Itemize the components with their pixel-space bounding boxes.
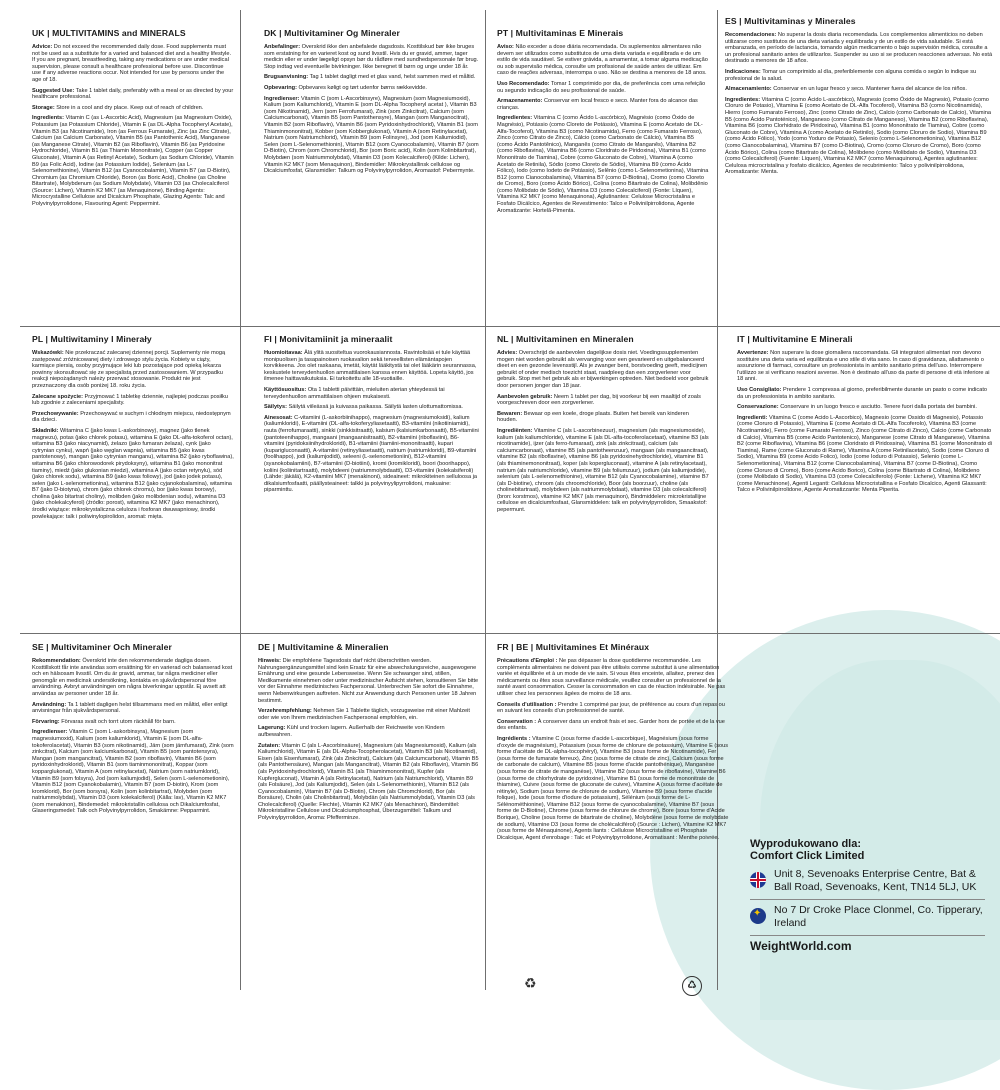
suggested-use-text: Uso Consigliato: Prendere 1 compressa al giorno, preferibilmente durante un pasto o come indicato da un professionista in ambito sanitario. bbox=[737, 386, 987, 400]
section-title: PT | Multivitaminas E Minerais bbox=[497, 28, 624, 38]
section-pt bbox=[497, 28, 709, 324]
ingredients-text: Ingrédients : Vitamine C (sous forme d'acide L-ascorbique), Magnésium (sous forme d'oxyde de magnésium), Potassium (sous forme de chlorure de potassium), Vitamine E (sous forme d'acétate de DL-alpha-tocophéryl), Vitamine B3 (sous forme de Nicotinamide), Fer (sous forme de fumarate ferreux), Zinc (sous forme de citrate de zinc), Calcium (sous forme de carbonate de calcium), Vitamine B5 (sous forme d'acide pantothénique), Manganèse (sous forme de citrate de manganèse), Vitamine B2 (sous forme de riboflavine), Vitamine B6 (sous forme de chlorhydrate de pyridoxine), Vitamine B1 (sous forme de mononitrate de thiamine), Cuivre (sous forme de gluconate de cuivre), Vitamine A (sous forme d'acétate de rétinyle), Sodium (sous forme de chlorure de sodium), Vitamine B9 (sous forme d'acide folique), Iode (sous forme d'iodure de potassium), Sélénium (sous forme de L-Sélénométhionine), Vitamine B12 (sous forme de cyanocobalamine), Vitamine B7 (sous forme de D-Biotine), Chrome (sous forme de chlorure de chrome), Bore (sous forme d'Acide Borique), Choline (sous forme de bitartrate de choline), Molybdène (sous forme de molybdate de sodium), Vitamine D3 (sous forme de cholécalciférol) (Source : Lichen), Vitamine K2 MK7 (sous forme de Ménaquinone), Agents liants : Cellulose Microcristalline et Phosphate Dicalcique, Agent d'enrobage : Talc et Polyvinylpyrrolidone, Aromatisant : Menthe poivrée. bbox=[497, 735, 729, 841]
ingredients-text: Ingredienser: Vitamin C (som L-Ascorbinsyre), Magnesium (som Magnesiumoxid), Kalium (som Kaliumchlorid), Vitamin E (som DL-Alpha Tocopheryl acetat ), Vitamin B3 (som Nikotinamid), Jern (som Ferrofumarat), Zink (som Zinkcitrat), Calcium (som Calciumcarbonat), Vitamin B5 (som Pantothensyre), Mangan (som Manganocitrat), Vitamin B2 (som Riboflavin), Vitamin B6 (som Pyridoxinhydrochlorid), Vitamin B1 (som Thiaminmononitrat), Kobber (som Kobberglukonat), Vitamin A (som Retinylacetat), Natrium (som Natriumchlorid), Vitamin B9 (som Folinsyre), Jod (som Kaliumiodid), Selen (som L-Selenomethionin), Vitamin B12 (som Cyanocobalamin), Vitamin B7 (som D-Biotin), Chrom (som Chromchlorid), Bor (som Boric acid), Kolin (som Kolinbitartrat), Molybdæn (som Natriummolybdat), Vitamin D3 (som Kolecalciferol) (Kilde: Lichen), Vitamin K2 MK7 (som Menaquinon), Bindemidler: Mikrokrystallinsk cellulose og Dicalciumfosfat, Glansmidler: Talkum og Polyvinylpyrrolidon, Aromastof: Pebermynte. bbox=[264, 95, 479, 175]
section-title: SE | Multivitaminer Och Mineraler bbox=[32, 642, 172, 652]
advice-text: Aviso: Não exceder a dose diária recomendada. Os suplementos alimentares não devem ser utilizados como substitutos de uma dieta variada e equilibrada e de um estilo de vida saudável. Se estiver grávida, a amamentar, a tomar alguma medicação ou sob supervisão médica, consulte um profissional de saúde antes de utilizar. Em caso de reações adversas, interrompa o uso. Não se destina a menores de 18 anos. bbox=[497, 44, 708, 77]
advice-text: Wskazówki: Nie przekraczać zalecanej dziennej porcji. Suplementy nie mogą zastępować zróżnicowanej diety i zdrowego stylu życia. Kobiety w ciąży, karmiące piersią, osoby przyjmujące leki lub pozostające pod opieką lekarza powinny skonsultować się ze specjalistą przed zastosowaniem. W przypadku reakcji niepożądanych należy przerwać stosowanie. Produkt nie jest przeznaczony dla osób poniżej 18. roku życia. bbox=[32, 350, 226, 389]
section-se bbox=[32, 642, 234, 992]
section-pl bbox=[32, 334, 234, 631]
manufacturer-info bbox=[750, 838, 995, 953]
suggested-use-text: Användning: Ta 1 tablett dagligen helst tillsammans med en måltid, eller enligt anvisningar från sjukvårdspersonal. bbox=[32, 701, 228, 715]
storage-text: Przechowywanie: Przechowywać w suchym i chłodnym miejscu, niedostępnym dla dzieci. bbox=[32, 410, 231, 424]
suggested-use-text: Indicaciones: Tomar un comprimido al día, preferiblemente con alguna comida o según lo indique su profesional de la salud. bbox=[725, 68, 977, 82]
section-title: DE | Multivitamine & Mineralien bbox=[258, 642, 389, 652]
advice-text: Rekommendation: Överskrid inte den rekommenderade dagliga dosen. Kosttillskott får inte användas som ersättning för en varierad och balanserad kost och en hälsosam livsstil. Om du är gravid, ammar, tar några mediciner eller genomgår en medicinsk undersökning, kontakta en sjukvårdspersonal före användning. Avbryt användningen om några biverkningar uppstår. Ej avsett att användas av personer under 18 år. bbox=[32, 658, 233, 697]
storage-text: Conservazione: Conservare in un luogo fresco e asciutto. Tenere fuori dalla portata dei bambini. bbox=[737, 404, 977, 411]
ingredients-text: Ingrediënten: Vitamine C (als L-ascorbinezuur), magnesium (als magnesiumoxide), kalium (als kaliumchloride), vitamine E (als DL-alfa-tocoferolacetaat), vitamine B3 (als nicotinamide), ijzer (als ferro-fumaraat), zink (als zinkcitraat), calcium (als calciumcarbonaat), vitamine B5 (als pantotheenzuur), mangaan (als mangaancitraat), vitamine B2 (als riboflavine), vitamine B6 (als pyridoxinehydrochloride), vitamine B1 (als thiaminemononitraat), koper (als kopergluconaat), vitamine A (als retinylacetaat), natrium (als natriumchloride), vitamine B9 (als foliumzuur), jodium (als kaliumjodide), selenium (als L-selenomethionine), vitamine B12 (als Cyanocobalamine), vitamine B7 (als D-biotine), chroom (als chroomchloride), Boor (als boorzuur), choline (als cholinebitartraat), molybdeen (als natriummolybdaat), vitamine D3 (als colecalciferol) (bron: korstmos), vitamine K2 MK7 (als menaquinon), Bindmiddelen: microkristallijne cellulose en dicalciumfosfaat, Glansmiddelen: talk en polyvinylpyrrolidon, Smaakstof: pepermunt. bbox=[497, 427, 709, 514]
uk-flag-icon bbox=[750, 872, 766, 888]
storage-text: Bewaren: Bewaar op een koele, droge plaats. Buiten het bereik van kinderen houden. bbox=[497, 410, 689, 424]
column-divider bbox=[485, 10, 486, 990]
ingredients-text: Składniki: Witamina C (jako kwas L-askorbinowy), magnez (jako tlenek magnezu), potas (jako chlorek potasu), witamina E (jako DL-alfa-tokoferol octan), witamina B3 (jako niacynamid), żelazo (jako fumaran żelaza), cynk (jako cytrynian cynku), wapń (jako węglan wapnia), witamina B5 (jako kwas pantotenowy), mangan (jako cytrynian manganu), witamina B2 (jako ryboflawina), witamina B6 (jako chlorowodorek pirydoksyny), witamina B1 (jako mononitrat tiaminy), miedź (jako glukonian miedzi), witamina A (jako octan retynylu), sód (jako chlorek sodu), witamina B9 (jako kwas foliowy), jod (jako jodek potasu), selen (jako L-selenometionina), witamina B12 (jako cyjanokobalamina), witamina B7 (jako D-biotyna), chrom (jako chlorek chromu), bor (jako kwas borowy), cholina (jako bitartrat choliny), molibden (jako molibdenian sodu), witamina D3 (jako cholekalcyferol) (źródło: porost), witamina K2 MK7 (jako menachinon), środki wiążące: mikrokrystaliczna celuloza i fosforan dwuwapniowy, środki powlekające: talk i poliwinylopirolidon, aromat: mięta. bbox=[32, 427, 234, 520]
section-title: UK | MULTIVITAMINS and MINERALS bbox=[32, 28, 186, 38]
row-divider bbox=[20, 326, 1000, 327]
ingredients-text: Ingredienser: Vitamin C (som L-askorbinsyra), Magnesium (som magnesiumoxid), Kalium (som kaliumklorid), Vitamin E (som DL-alfa-tokoferolacetat), Vitamin B3 (som nikotinamid), Järn (som järnfumarat), Zink (som zinkcitrat), Kalcium (som kalciumkarbonat), Vitamin B5 (som pantotensyra), Mangan (som mangancitrat), Vitamin B2 (som riboflavin), Vitamin B6 (som pyridoxinhydroklorid), Vitamin B1 (som tiaminmononitrat), Koppar (som kopparglukonat), Vitamin A (som retinylacetat), Natrium (som natriumklorid), Vitamin B9 (som folsyra), Jod (som kaliumjodid), Selen (som L-selenometionin), Vitamin B12 (som Cyanokobalamin), Vitamin B7 (som D-biotin), Krom (som kromklorid), Bor (som borsyra), Kolin (som kolinbitartrat), Molybden (som natriummolybdat), Vitamin D3 (som kolekalciferol) (Källa: lav), Vitamin K2 MK7 (som menakinon), Bindemedel: mikrokristallin cellulosa och Dikalciumfosfat, Glaseringsmedel: Talk och Polyvinylpyrrolidon, Smakämne: Pepparmint. bbox=[32, 729, 234, 815]
advice-text: Anbefalinger: Overskrid ikke den anbefalede dagsdosis. Kosttilskud bør ikke bruges som erstatning for en varieret kost og sund livsstil. Hvis du er gravid, ammer, tager medicin eller er under lægeligt opsyn bør du rådføre med sundhedspersonale før brug. Stop indtag ved eventuelle bivirkninger. Ikke beregnet til børn og unge under 18 år. bbox=[264, 44, 479, 70]
advice-text: Hinweis: Die empfohlene Tagesdosis darf nicht überschritten werden. Nahrungsergänzungsmittel sind kein Ersatz für eine abwechslungsreiche, ausgewogene Ernährung und eine gesunde Lebensweise. Wenn Sie schwanger sind, stillen, Medikamente einnehmen oder unter medizinischer Aufsicht stehen, konsultieren Sie bitte vor der Einnahme medizinisches Fachpersonal. Unterbrechen Sie sofort die Einnahme, wenn Nebenwirkungen auftreten. Nicht zur Anwendung durch Personen unter 18 Jahren bestimmt. bbox=[258, 658, 479, 704]
website-url: WeightWorld.com bbox=[750, 939, 852, 953]
suggested-use-text: Verzehrempfehlung: Nehmen Sie 1 Tablette täglich, vorzugsweise mit einer Mahlzeit oder wie von Ihrem medizinischen Fachpersonal empfohlen, ein. bbox=[258, 708, 470, 721]
storage-text: Förvaring: Förvaras svalt och torrt utom räckhåll för barn. bbox=[32, 718, 176, 725]
storage-text: Armazenamento: Conservar em local fresco e seco. Manter fora do alcance das crianças. bbox=[497, 98, 698, 111]
suggested-use-text: Conseils d'utilisation : Prendre 1 comprimé par jour, de préférence au cours d'un repas ou en suivant les conseils d'un professionnel de santé. bbox=[497, 701, 725, 715]
ingredients-text: Zutaten: Vitamin C (als L-Ascorbinsäure), Magnesium (als Magnesiumoxid), Kalium (als Kaliumchlorid), Vitamin E (als DL-Alpha-Tocopherolacetat), Vitamin B3 (als Nicotinamid), Eisen (als Eisenfumarat), Zink (als Zinkcitrat), Calcium (als Calciumcarbonat), Vitamin B5 (als Pantothensäure), Mangan (als Mangancitrat), Vitamin B2 (als Riboflavin), Vitamin B6 (als Pyridoxinhydrochlorid), Vitamin B1 (als Thiaminmononitrat), Kupfer (als Kupfergluconat), Vitamin A (als Retinylacetat), Natrium (als Natriumchlorid), Vitamin B9 (als Folsäure), Jod (als Kaliumjodid), Selen (als L-Selenomethionin), Vitamin B12 (als Cyanocobalamin), Vitamin B7 (als D-Biotin), Chrom (als Chromchlorid), Bor (als Borsäure), Cholin (als Cholinbitartrat), Molybdän (als Natriummolybdat), Vitamin D3 (als Cholecalciferol) (Quelle: Flechte), Vitamin K2 MK7 (als Menachinon), Bindemittel: Mikrokristalline Cellulose und Dicalciumphosphat, Überzugsmittel: Talkum und Polyvinylpyrrolidon, Aroma: Pfefferminze. bbox=[258, 742, 479, 822]
manufactured-for-label: Wyprodukowano dla: bbox=[750, 838, 862, 850]
ingredients-text: Ainesosat: C-vitamiini (L-askorbiinihappo), magnesium (magnesiumoksidi), kalium (kaliumkloridi), E-vitamiini (DL-alfa-tokoferyyliasetaatti), B3-vitamiini (nikotiiniamidi), rauta (ferrofumaraatti), sinkki (sinkkisitraatti), kalsium (kalsiumkarbonaatti), B5-vitamiini (pantoteenihappo), mangaani (mangaanisitraatti), B2-vitamiini (riboflaviini), B6-vitamiini (pyridoksiinihydrokloridi), B1-vitamiini (tiamiini-mononitraatti), kupari (kuparigluconaatti), A-vitamiini (retinyyliasetaatti), natrium (natriumkloridi), B9-vitamiini (foolihappo), jodi (kaliumjodidi), seleeni (L-selenometioniini), B12-vitamiini (syanokobalamiini), B7-vitamiini (D-biotiini), kromi (kromikloridi), boori (boorihappo), koliini (koliinitartraatti), molybdeeni (natriummolybdaatti), D3-vitamiini (kolekalsiferoli) (Lähde: jäkälä), K2-vitamiini MK7 (menakinoni), sideaineet: mikrokiteinen selluloosa ja dikalsiumfosfaatti, päällysteaineet: talkki ja polyvinyylipyrrolidoni, makuaine: piparminttu. bbox=[264, 414, 479, 494]
uk-address bbox=[750, 868, 995, 894]
section-title: FR | BE | Multivitamines Et Minéraux bbox=[497, 642, 650, 652]
recycle-icon: ♻ bbox=[524, 975, 537, 991]
storage-text: Storage: Store in a cool and dry place. Keep out of reach of children. bbox=[32, 104, 204, 111]
advice-text: Avvertenze: Non superare la dose giornaliera raccomandata. Gli integratori alimentari non devono sostituire una dieta varia ed equilibrata e uno stile di vita sano. In caso di gravidanza, allattamento o assunzione di farmaci, consultare un professionista in ambito sanitario prima dell'uso. Interrompere l'utilizzo se si verificano reazioni avverse. Non è destinato all'uso da parte di persone di età inferiore ai 18 anni. bbox=[737, 350, 990, 383]
suggested-use-text: Aanbevolen gebruik: Neem 1 tablet per dag, bij voorkeur bij een maaltijd of zoals voorgeschreven door een zorgverlener. bbox=[497, 393, 701, 407]
uk-address-text: Unit 8, Sevenoaks Enterprise Centre, Bat & Ball Road, Sevenoaks, Kent, TN14 5LJ, UK bbox=[774, 868, 977, 893]
suggested-use-text: Zalecane spożycie: Przyjmować 1 tabletkę dziennie, najlepiej podczas posiłku lub zgodnie z zaleceniami specjalisty. bbox=[32, 393, 228, 407]
column-divider bbox=[240, 10, 241, 990]
section-nl bbox=[497, 334, 709, 631]
ie-address-text: No 7 Dr Croke Place Clonmel, Co. Tipperary, Ireland bbox=[774, 904, 983, 929]
advice-text: Advies: Overschrijd de aanbevolen dagelijkse dosis niet. Voedingssupplementen mogen niet worden gebruikt als vervanging voor een gevarieerd en uitgebalanceerd dieet en een gezonde levensstijl. Als je zwanger bent, borstvoeding geeft, medicijnen gebruikt of onder medisch toezicht staat, raadpleeg dan een zorgverlener voor gebruik. Stop met het gebruik als er bijwerkingen optreden. Niet bedoeld voor gebruik door personen jonger dan 18 jaar. bbox=[497, 350, 709, 389]
ingredients-text: Ingredientes: Vitamina C (como Ácido L-ascórbico), Magnesio (como Óxido de Magnesio), Potasio (como Cloruro de Potasio), Vitamina E (como Acetato de DL-Alfa Tocoferol), Vitamina B3 (como Nicotinamida), Hierro (como Fumarato Ferroso), Zinc (como Citrato de Zinc), Calcio (como Carbonato de Calcio), Vitamina B5 (como Ácido Pantoténico), Manganeso (como Citrato de Manganeso), Vitamina B2 (como Riboflavina), Vitamina B6 (como Clorhidrato de Piridoxina), Vitamina B1 (como Mononitrato de Tiamina), Cobre (como Gluconato de Cobre), Vitamina A (como Acetato de Retinilo), Sodio (como Cloruro de Sodio), Vitamina B9 (como Ácido Fólico), Yodo (como Yoduro de Potasio), Selenio (como L-Selenometionina), Vitamina B12 (como Cianocobalamina), Vitamina B7 (como D-Biotina), Cromo (como Cloruro de Cromo), Boro (como Ácido Bórico), Colina (como Bitartrato de Colina), Molibdeno (como Molibdato de Sodio), Vitamina D3 (como Colecalciferol) (Fuente: Líquen), Vitamina K2 MK7 (como Menaquinona), Agentes aglutinantes: Celulosa microcristalina y fosfato dicálcico, Agentes de recubrimiento: Talco y polivinilpirrolidona, Aromatizante: Menta. bbox=[725, 96, 991, 176]
advice-text: Huomioitavaa: Älä ylitä suositeltua vuorokausiannosta. Ravintolisää ei tule käyttää monipuolisen ja tasapainoisen ruokavalion sekä terveellisten elämäntapojen korvikkeena. Jos olet raskaana, imetät, käytät lääkitystä tai olet lääkärin seurannassa, keskustele terveydenhuollon ammattilaisen kanssa ennen käyttöä. Lopeta käyttö, jos ilmenee haittavaikutuksia. Ei tarkoitettu alle 18-vuotiaille. bbox=[264, 350, 477, 383]
suggested-use-text: Käyttösuositus: Ota 1 tabletti päivittäin, mieluiten aterian yhteydessä tai terveydenhuollon ammattilaisen ohjeen mukaisesti. bbox=[264, 386, 445, 400]
ingredients-text: Ingredientes: Vitamina C (como Ácido L-ascórbico), Magnésio (como Óxido de Magnésio), Potássio (como Cloreto de Potássio), Vitamina E (como Acetato de DL-Alfa-Tocoferol), Vitamina B3 (como Nicotinamida), Ferro (como Fumarato Ferroso), Zinco (como Citrato de Zinco), Cálcio (como Carbonato de Cálcio), Vitamina B5 (como Ácido Pantotênico), Manganês (como Citrato de Manganês), Vitamina B2 (como Riboflavina), Vitamina B6 (como Cloridrato de Piridoxina), Vitamina B1 (como Mononitrato de Tiamina), Cobre (como Gluconato de Cobre), Vitamina A (como Acetato de Retinila), Sódio (como Cloreto de Sódio), Vitamina B9 (como Ácido Fólico), Iodo (como Iodeto de Potássio), Selênio (como L-Selenometionina), Vitamina B12 (como Cianocobalamina), Vitamina B7 (como D-Biotina), Cromo (como Cloreto de Cromo), Boro (como Ácido Bórico), Colina (como Bitartrato de Colina), Molibdênio (como Molibdato de Sódio), Vitamina D3 (como Colecalciferol) (Fonte: Líquen), Vitamina K2 MK7 (como Menaquinona), Aglutinantes: Celulose Microcristalina e Fosfato Dicálcico, Agentes de Revestimento: Talco e Polivinilpirrolidona, Agente Aromatizante: Hortelã-Pimenta. bbox=[497, 115, 709, 214]
ingredients-text: Ingredients: Vitamin C (as L-Ascorbic Acid), Magnesium (as Magnesium Oxide), Potassium (as Potassium Chloride), Vitamin E (as DL-Alpha Tocopheryl Acetate), Vitamin B3 (as Nicotinamide), Iron (as Ferrous Fumarate), Zinc (as Zinc Citrate), Calcium (as Calcium Carbonate), Vitamin B5 (as Pantothenic Acid), Manganese (as Manganese Citrate), Vitamin B2 (as Riboflavin), Vitamin B6 (as Pyridoxine Hydrochloride), Vitamin B1 (as Thiamin Mononitrate), Copper (as Copper Gluconate), Vitamin A (as Retinyl Acetate), Sodium (as Sodium Chloride), Vitamin B9 (as Folic Acid), Iodine (as Potassium Iodide), Selenium (as L-Selenomethionine), Vitamin B12 (as Cyanocobalamin), Vitamin B7 (as D-Biotin), Chromium (as Chromium Chloride), Boron (as Boric Acid), Choline (as Choline Bitartrate), Molybdenum (as Sodium Molybdate), Vitamin D3 (as Cholecalciferol (Source: Lichen), Vitamin K2 MK7 (as Menaquinone), Binding Agents: Microcrystalline Cellulose and Dicalcium Phosphate, Glazing Agents: Talc and Polyvinylpyrrolidone, Flavouring Agent: Peppermint. bbox=[32, 115, 234, 208]
section-it bbox=[737, 334, 993, 631]
ie-address bbox=[750, 904, 995, 930]
advice-text: Précautions d'Emploi : Ne pas dépasser la dose quotidienne recommandée. Les compléments alimentaires ne doivent pas être utilisés comme substitut à une alimentation variée et équilibrée et à un mode de vie sain. Si vous êtes enceinte, allaitez, prenez des médicaments ou êtes sous surveillance médicale, veuillez consulter un professionnel de la santé avant consommation. Cesser la consommation en cas de réaction indésirable. Ne pas utiliser chez les personnes âgées de moins de 18 ans. bbox=[497, 658, 726, 697]
section-fr bbox=[497, 642, 729, 982]
divider bbox=[750, 935, 985, 936]
storage-text: Almacenamiento: Conservar en un lugar fresco y seco. Mantener fuera del alcance de los niños. bbox=[725, 86, 967, 93]
section-title: PL | Multiwitaminy I Minerały bbox=[32, 334, 152, 344]
section-uk bbox=[32, 28, 234, 324]
storage-text: Säilytys: Säilytä viileässä ja kuivassa paikassa. Säilytä lasten ulottumattomissa. bbox=[264, 404, 463, 411]
section-title: FI | Monivitamiinit ja mineraalit bbox=[264, 334, 393, 344]
section-title: DK | Multivitaminer Og Mineraler bbox=[264, 28, 400, 38]
suggested-use-text: Brugsanvisning: Tag 1 tablet dagligt med et glas vand, helst sammen med et måltid. bbox=[264, 74, 476, 81]
advice-text: Advice: Do not exceed the recommended daily dose. Food supplements must not be used as a substitute for a varied and balanced diet and a healthy lifestyle. If you are pregnant, breastfeeding, taking any medications or are under medical supervision, please consult a healthcare professional before use. Discontinue use if any adverse reactions occur. Not intended for use by persons under the age of 18. bbox=[32, 44, 232, 83]
ingredients-text: Ingredienti: Vitamina C (come Acido L-Ascorbico), Magnesio (come Ossido di Magnesio), Potassio (come Cloruro di Potassio), Vitamina E (come Acetato di DL-Alfa Tocoferolo), Vitamina B3 (come Nicotinamide), Ferro (come Fumarato Ferroso), Zinco (come Citrato di Zinco), Calcio (come Carbonato di Calcio), Vitamina B5 (come Acido Pantotenico), Manganese (come Citrato di Manganese), Vitamina B2 (come Riboflavina), Vitamina B6 (come Cloridrato di Piridossina), Vitamina B1 (come Mononitrato di Tiamina), Rame (come Gluconato di Rame), Vitamina A (come Retinilacetato), Sodio (come Cloruro di Sodio), Vitamina B9 (come Acido Folico), Iodio (come Ioduro di Potassio), Selenio (come L-Selenometionina), Vitamina B12 (come Cianocobalamina), Vitamina B7 (come D-Biotina), Cromo (come Cloruro di Cromo), Boro (come Acido Borico), Colina (come Bitartrato di Colina), Molibdeno (come Molibdato di Sodio), Vitamina D3 (come Colecalciferolo) (Fonte: Lichene), Vitamina K2 MK7 (come Menachinone), Agenti Leganti: Cellulosa Microcristallina e Fosfato Dicalcico, Agenti Glassanti: Talco e Polivinilpirrolidone, Agente Aromatizzante: Menta Piperita. bbox=[737, 414, 993, 494]
section-dk bbox=[264, 28, 479, 324]
section-title: ES | Multivitaminas y Minerales bbox=[725, 16, 856, 26]
section-fi bbox=[264, 334, 479, 631]
storage-text: Lagerung: Kühl und trocken lagern. Außerhalb der Reichweite von Kindern aufbewahren. bbox=[258, 725, 445, 738]
eu-flag-icon: ✦ bbox=[750, 908, 766, 924]
divider bbox=[750, 899, 985, 900]
section-title: IT | Multivitamine E Minerali bbox=[737, 334, 853, 344]
advice-text: Recomendaciones: No superar la dosis diaria recomendada. Los complementos alimenticios no deben utilizarse como sustitutos de una dieta variada y equilibrada y de un estilo de vida saludable. Si está embarazada, en período de lactancia, tomando algún medicamento o bajo supervisión médica, consulte a un profesional sanitario antes de utilizarlos. Suspender su uso si se producen reacciones adversas. No está destinado a menores de 18 años. bbox=[725, 32, 993, 65]
storage-text: Opbevaring: Opbevares køligt og tørt udenfor børns rækkevidde. bbox=[264, 84, 427, 91]
storage-text: Conservation : À conserver dans un endroit frais et sec. Garder hors de portée et de la vue des enfants. bbox=[497, 718, 725, 732]
company-name: Comfort Click Limited bbox=[750, 850, 865, 862]
section-es bbox=[725, 16, 993, 324]
row-divider bbox=[20, 633, 1000, 634]
section-title: NL | Multivitaminen en Mineralen bbox=[497, 334, 634, 344]
suggested-use-text: Uso Recomendado: Tomar 1 comprimido por dia, de preferência com uma refeição ou segundo indicação do seu profissional de saúde. bbox=[497, 80, 706, 94]
brand-logo-icon: ♺ bbox=[682, 976, 702, 996]
suggested-use-text: Suggested Use: Take 1 tablet daily, preferably with a meal or as directed by your healthcare professional. bbox=[32, 87, 234, 101]
section-de bbox=[258, 642, 479, 992]
